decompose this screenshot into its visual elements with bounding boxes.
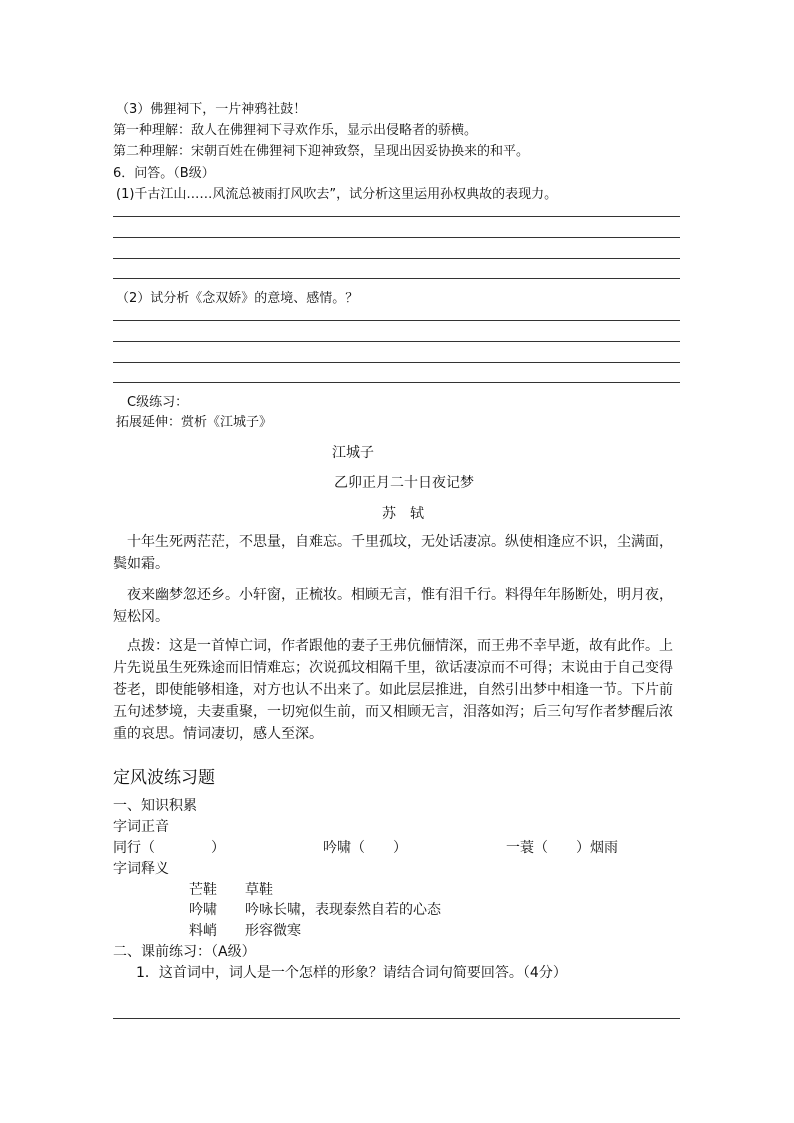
question-6: 6．问答。（B级） <box>113 166 215 181</box>
gloss-word: 芒鞋 <box>189 882 217 898</box>
answer-line <box>113 362 680 363</box>
section-1-heading: 一、知识积累 <box>113 798 197 814</box>
question-6-2: （2）试分析《念双娇》的意境、感情。？ <box>116 291 359 306</box>
understanding-2: 第二种理解：宋朝百姓在佛狸祠下迎神致祭，呈现出因妥协换来的和平。 <box>113 144 530 159</box>
question-3: （3）佛狸祠下，一片神鸦社鼓！ <box>116 102 307 117</box>
gloss-meaning: 形容微寒 <box>245 923 301 939</box>
c-level-label: C级练习： <box>127 395 189 410</box>
poem-stanza-2: 夜来幽梦忽还乡。小轩窗，正梳妆。相顾无言，惟有泪千行。料得年年肠断处，明月夜，短松冈。 <box>113 587 673 625</box>
extend-label: 拓展延伸：赏析《江城子》 <box>116 415 273 430</box>
poem-commentary: 点拨：这是一首悼亡词，作者跟他的妻子王弗伉俪情深，而王弗不幸早逝，故有此作。上片先说虽生死殊途而旧情难忘；次说孤坟相隔千里，欲话凄凉而不可得；末说由于自己变得苍老，即使能够相逢，对方也认不出来了。如此层层推进，自然引出梦中相逢一节。下片前五句述梦境，夫妻重聚，一切宛似生前，而又相顾无言，泪落如泻；后三句写作者梦醒后浓重的哀思。情词凄切，感人至深。 <box>113 638 673 742</box>
section-title: 定风波练习题 <box>113 768 215 788</box>
question-1: 1．这首词中，词人是一个怎样的形象？请结合词句简要回答。（4分） <box>136 965 567 981</box>
answer-line <box>113 341 680 342</box>
gloss-word: 吟啸 <box>189 902 217 918</box>
poem-stanza-1: 十年生死两茫茫，不思量，自难忘。千里孤坟，无处话凄凉。纵使相逢应不识，尘满面，鬓如霜。 <box>113 534 673 572</box>
gloss-meaning: 草鞋 <box>245 882 273 898</box>
poem-title: 江城子 <box>332 445 374 461</box>
pronunciation-item-2: 吟啸（ ） <box>323 840 407 856</box>
gloss-word: 料峭 <box>189 923 217 939</box>
question-6-1: (1)千古江山……风流总被雨打风吹去”，试分析这里运用孙权典故的表现力。 <box>116 187 558 202</box>
understanding-1: 第一种理解：敌人在佛狸祠下寻欢作乐，显示出侵略者的骄横。 <box>113 123 478 138</box>
poem-author: 苏 轼 <box>382 506 424 522</box>
pronunciation-item-3: 一蓑（ ）烟雨 <box>506 840 618 856</box>
gloss-label: 字词释义 <box>113 861 169 877</box>
answer-line <box>113 320 680 321</box>
answer-line <box>113 258 680 259</box>
poem-subtitle: 乙卯正月二十日夜记梦 <box>334 475 474 491</box>
answer-line <box>113 1018 680 1019</box>
pronunciation-label: 字词正音 <box>113 819 169 835</box>
answer-line <box>113 278 680 279</box>
section-2-heading: 二、课前练习：（A级） <box>113 944 256 960</box>
pronunciation-item-1: 同行（ ） <box>113 840 225 856</box>
gloss-meaning: 吟咏长啸，表现泰然自若的心态 <box>245 902 441 918</box>
answer-line <box>113 237 680 238</box>
answer-line <box>113 216 680 217</box>
answer-line <box>113 382 680 383</box>
